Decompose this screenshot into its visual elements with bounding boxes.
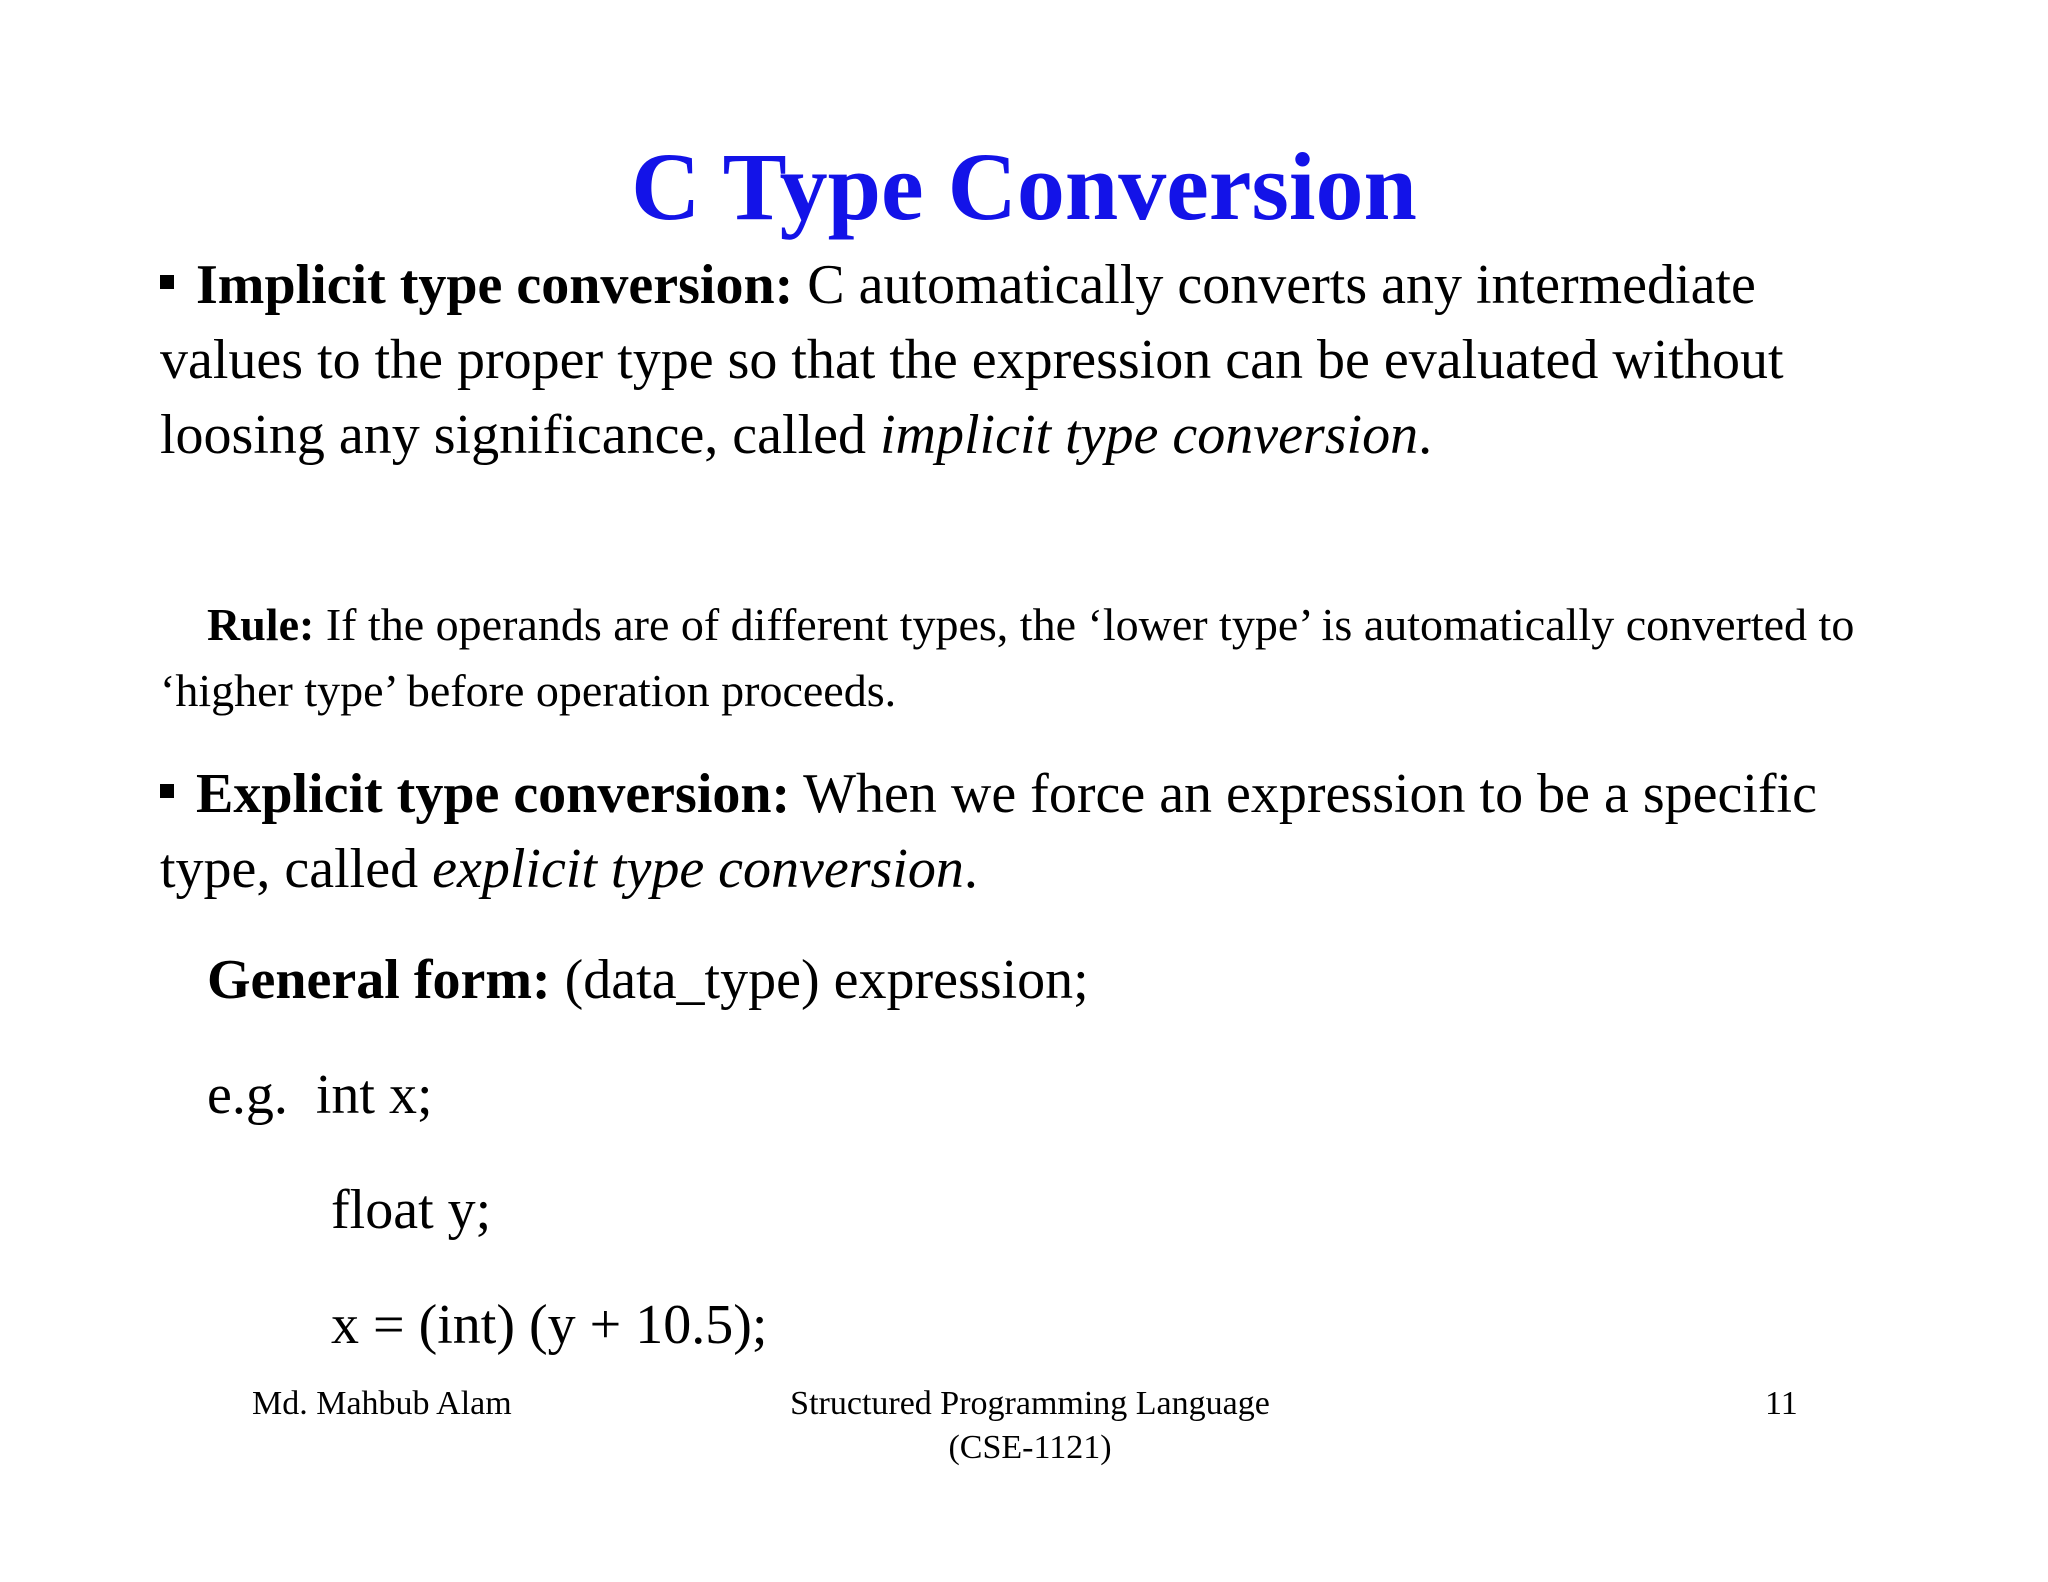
general-form-line bbox=[207, 945, 1089, 1015]
square-bullet-icon bbox=[160, 784, 174, 798]
implicit-italic-term: implicit type conversion bbox=[880, 404, 1419, 466]
implicit-conversion-paragraph bbox=[160, 248, 1880, 473]
slide-title-text: C Type Conversion bbox=[631, 133, 1417, 240]
code-line-1: int x; bbox=[315, 1064, 433, 1126]
implicit-text: C automatically converts any intermediate values to the proper type so that the expression can be evaluated without loosing any significance, called bbox=[160, 254, 1784, 466]
explicit-text: When we force an expression to be a specific type, called bbox=[160, 763, 1817, 900]
rule-text: If the operands are of different types, the ‘lower type’ is automatically converted to ‘higher type’ before operation proceeds. bbox=[160, 599, 1855, 716]
example-line-1 bbox=[207, 1060, 433, 1130]
explicit-italic-term: explicit type conversion bbox=[432, 838, 964, 900]
footer-course bbox=[720, 1382, 1340, 1470]
explicit-end: . bbox=[963, 838, 978, 900]
square-bullet-icon bbox=[160, 275, 174, 289]
rule-label: Rule: bbox=[207, 599, 315, 650]
rule-paragraph bbox=[160, 592, 1880, 724]
code-line-3: x = (int) (y + 10.5); bbox=[331, 1294, 768, 1356]
explicit-term: Explicit type conversion: bbox=[196, 763, 791, 825]
code-line-2: float y; bbox=[331, 1179, 492, 1241]
footer-course-code: (CSE-1121) bbox=[948, 1429, 1112, 1466]
footer-author: Md. Mahbub Alam bbox=[252, 1385, 512, 1422]
explicit-conversion-paragraph bbox=[160, 757, 1880, 907]
footer-page-number: 11 bbox=[1765, 1385, 1798, 1422]
general-form-label: General form: bbox=[207, 949, 551, 1011]
implicit-term: Implicit type conversion: bbox=[196, 254, 794, 316]
footer-course-name: Structured Programming Language bbox=[790, 1385, 1270, 1422]
slide-title bbox=[0, 132, 2048, 242]
example-prefix: e.g. bbox=[207, 1064, 316, 1126]
implicit-end: . bbox=[1418, 404, 1433, 466]
general-form-text: (data_type) expression; bbox=[550, 949, 1089, 1011]
